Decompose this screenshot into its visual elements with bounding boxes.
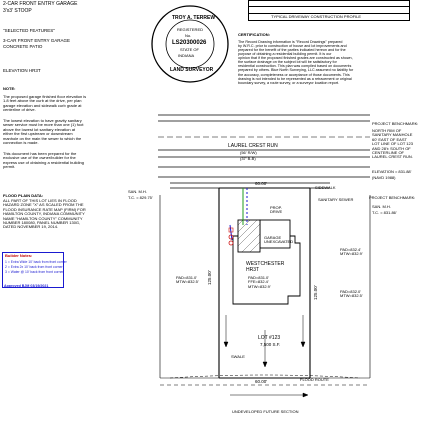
- seal-name: TROY A. TERREW: [172, 15, 216, 21]
- flood-route-label: FLOOD ROUTE: [300, 377, 329, 382]
- selected-features-line-1: 3-CAR FRONT ENTRY GARAGE: [3, 38, 71, 43]
- house-elevations: PAD=831.0' FFE=832.4' MTW=832.9': [248, 275, 271, 289]
- pad-right-bottom: PAD=832.0' MTW=832.5': [340, 289, 363, 299]
- header-line-1: 2-CAR FRONT ENTRY GARAGE: [3, 1, 78, 7]
- undeveloped-label: UNDEVELOPED FUTURE SECTION: [232, 409, 299, 414]
- seal-no: No.: [185, 33, 192, 38]
- header-line-2: 3'x3' STOOP: [3, 8, 32, 14]
- prop-drive-label: PROP. DRIVE: [270, 205, 283, 215]
- garage-label: GARAGE UNEXCAVATED: [264, 235, 294, 245]
- rear-dimension: 60.00': [255, 379, 268, 384]
- builder-note-2: 2 = Extra 2x 10' back from front corner: [5, 265, 63, 269]
- pad-right-top: PAD=832.4' MTW=832.9': [340, 247, 363, 257]
- swale-label: SWALE: [231, 354, 245, 359]
- sidewalk-label: SIDEWALK: [315, 185, 336, 190]
- right-dimension: 125.00': [313, 285, 318, 300]
- note-3: This document has been prepared for the exclusive use of the owner/builder for the express use of obtaining a residential building permit.: [3, 151, 84, 170]
- house-label: WESTCHESTER HR3T: [246, 261, 285, 273]
- certification-text: The Record Drawing information is "Record Drawings" prepared by W.R.C. prior to construction of house and lot improvements and prepared for the benefit of the parties indicated hereon and for the purpose of obtaining a residential building permit. It is our opinion that if the proposed finished grades are constructed as shown, the surface drainage on the subject lot will be satisfactory for residential construction. This plan was compiled based on documents prepared by others. Blue North Surveying, LLC assumed no liability for the accuracy, completeness or acceptance of those documents. This drawing is not intended to be represented as a retracement or original boundary survey, a route survey, or a surveyor location report.: [238, 40, 354, 85]
- elevation-label: ELEVATION HR3T: [3, 68, 41, 73]
- sanitary-sewer-label: SANITARY SEWER: [318, 197, 354, 202]
- street-row-width: (56' R/W): [240, 150, 257, 155]
- front-dimension: 60.00': [255, 181, 268, 186]
- seal-number: LS20300026: [172, 40, 207, 46]
- san-mh-left: SAN. M.H.: [128, 189, 147, 194]
- seal-state-name: INDIANA: [178, 53, 195, 58]
- benchmark-2-title: PROJECT BENCHMARK:: [369, 195, 416, 200]
- pad-left: PAD=831.0' MTW=832.5': [176, 275, 199, 285]
- profile-label: TYPICAL DRIVEWAY CONSTRUCTION PROFILE: [271, 14, 362, 19]
- builder-note-3: 3 = Water @ 10' back from front corner: [5, 270, 64, 274]
- builder-note-1: 1 = Extra Wide 10' back from front corner: [5, 260, 67, 264]
- lot-number: LOT #123: [258, 335, 281, 341]
- street-name: LAUREL CREST RUN: [228, 143, 278, 149]
- approval-stamp: Approved BJM 03/19/2021: [4, 284, 49, 288]
- flood-plain-text: ALL PART OF THIS LOT LIES IN FLOOD HAZARD ZONE "X" AS SCALED FROM THE FLOOD INSURANCE RATE MAP (FIRM) FOR HAMILTON COUNTY, INDIANA COMMUNITY NAME "HAMILTON COUNTY" COMMUNITY NUMBER 180080, PANEL NUMBER 130G, DATED NOVEMBER 19, 2014.: [3, 198, 86, 230]
- benchmark-2-tc: T.C. = 831.86': [372, 210, 397, 215]
- tc-left: T.C. = 829.75': [128, 195, 153, 200]
- selected-features-line-2: CONCRETE PATIO: [3, 44, 43, 49]
- street-pavement: (37' B-B): [240, 156, 256, 161]
- seal-profession: LAND SURVEYOR: [170, 67, 214, 73]
- lot-area: 7,500 S.F.: [260, 342, 281, 347]
- benchmark-1-datum: (NAVD 1988): [372, 175, 396, 180]
- selected-features-title: "SELECTED FEATURES": [3, 28, 55, 33]
- builder-notes-title: Builder Notes:: [5, 253, 33, 258]
- flood-plain-title: FLOOD PLAIN DATA:: [3, 193, 44, 198]
- benchmark-2-san: SAN. M.H.: [372, 204, 391, 209]
- left-dimension: 125.00': [207, 270, 212, 285]
- benchmark-1-elevation: ELEVATION = 831.88': [372, 169, 412, 174]
- seal-registered: REGISTERED: [177, 27, 204, 32]
- benchmark-1-title: PROJECT BENCHMARK:: [372, 121, 419, 126]
- note-title: NOTE:: [3, 86, 16, 91]
- seal-state: STATE OF: [180, 47, 199, 52]
- note-1: The proposed garage finished floor elevation is 1.8 feet above the curb at the drive, per plan garage elevation and sidewalk curb grade at centerline of drive.: [3, 94, 87, 113]
- benchmark-1-text: NORTH RIM OF SANITARY MANHOLE 60' EAST OF EAST LOT LINE OF LOT 123 AND 28'± SOUTH OF CENTERLINE OF LAUREL CREST RUN.: [372, 128, 413, 160]
- certification-title: CERTIFICATION:: [238, 32, 270, 37]
- note-2: The lowest elevation to have gravity sanitary sewer service must be more than one (1) foot above the lowest lot sanitary elevation at either the first upstream or downstream manhole on the main the sewer to which the connection is made.: [3, 118, 84, 145]
